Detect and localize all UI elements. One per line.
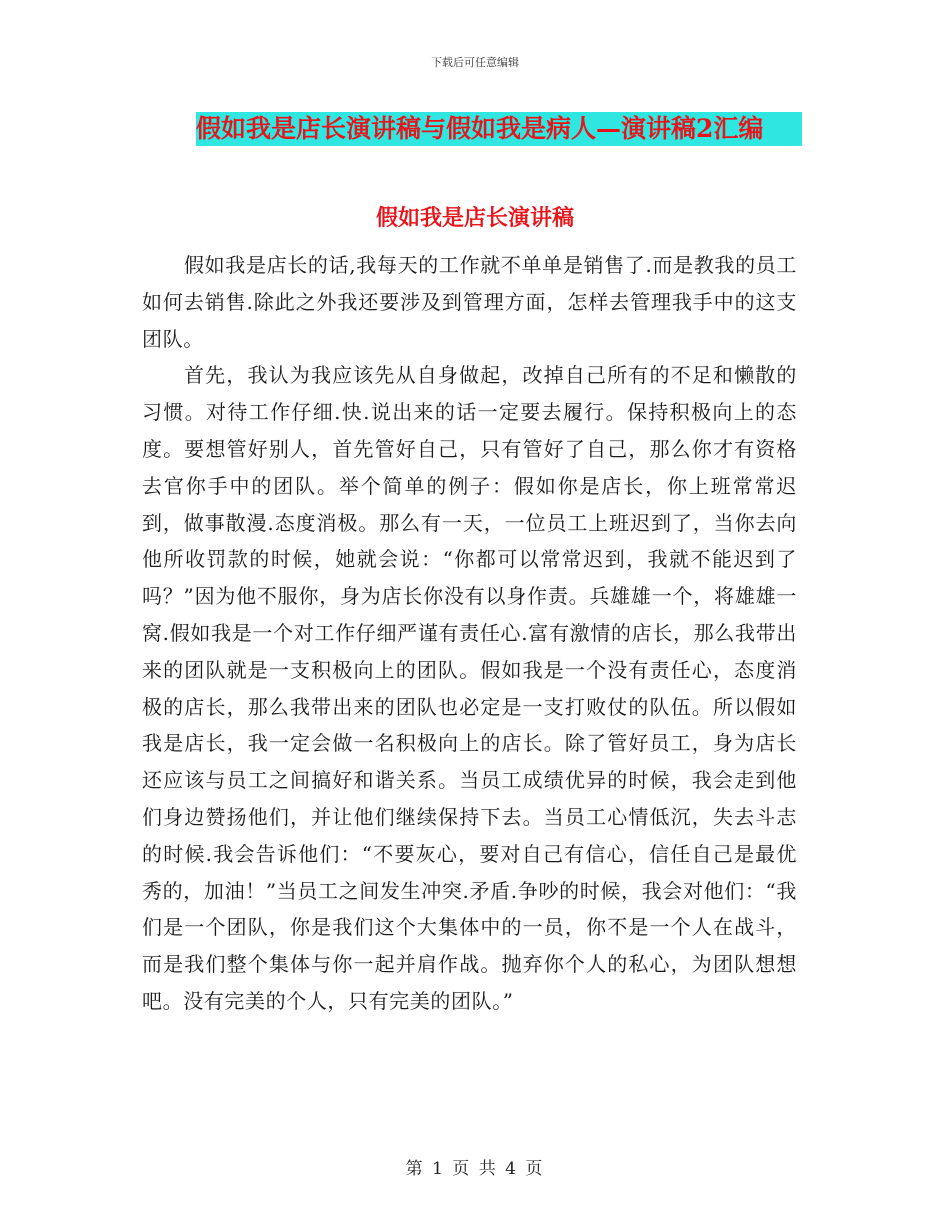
section-title: 假如我是店长演讲稿 — [375, 205, 574, 231]
body-text — [142, 247, 797, 1020]
document-title: 假如我是店长演讲稿与假如我是病人—演讲稿2汇编 — [196, 114, 764, 143]
header-note: 下载后可任意编辑 — [431, 56, 519, 69]
page-footer: 第 1 页 共 4 页 — [405, 1159, 545, 1179]
paragraph: 假如我是店长的话,我每天的工作就不单单是销售了.而是教我的员工如何去销售.除此之外我还要涉及到管理方面，怎样去管理我手中的这支团队。 — [142, 253, 797, 351]
document-title-highlight — [196, 112, 802, 146]
paragraph: 首先，我认为我应该先从自身做起，改掉自己所有的不足和懒散的习惯。对待工作仔细.快.说出来的话一定要去履行。保持积极向上的态度。要想管好别人，首先管好自己，只有管好了自己，那么你才有资格去官你手中的团队。举个简单的例子：假如你是店长，你上班常常迟到，做事散漫.态度消极。那么有一天，一位员工上班迟到了，当你去向他所收罚款的时候，她就会说：“你都可以常常迟到，我就不能迟到了吗？”因为他不服你，身为店长你没有以身作责。兵雄雄一个，将雄雄一窝.假如我是一个对工作仔细严谨有责任心.富有激情的店长，那么我带出来的团队就是一支积极向上的团队。假如我是一个没有责任心，态度消极的店长，那么我带出来的团队也必定是一支打败仗的队伍。所以假如我是店长，我一定会做一名积极向上的店长。除了管好员工，身为店长还应该与员工之间搞好和谐关系。当员工成绩优异的时候，我会走到他们身边赞扬他们，并让他们继续保持下去。当员工心情低沉，失去斗志的时候.我会告诉他们：“不要灰心，要对自己有信心，信任自己是最优秀的，加油！”当员工之间发生冲突.矛盾.争吵的时候，我会对他们：“我们是一个团队，你是我们这个大集体中的一员，你不是一个人在战斗，而是我们整个集体与你一起并肩作战。抛弃你个人的私心，为团队想想吧。没有完美的个人，只有完美的团队。” — [142, 363, 797, 1013]
